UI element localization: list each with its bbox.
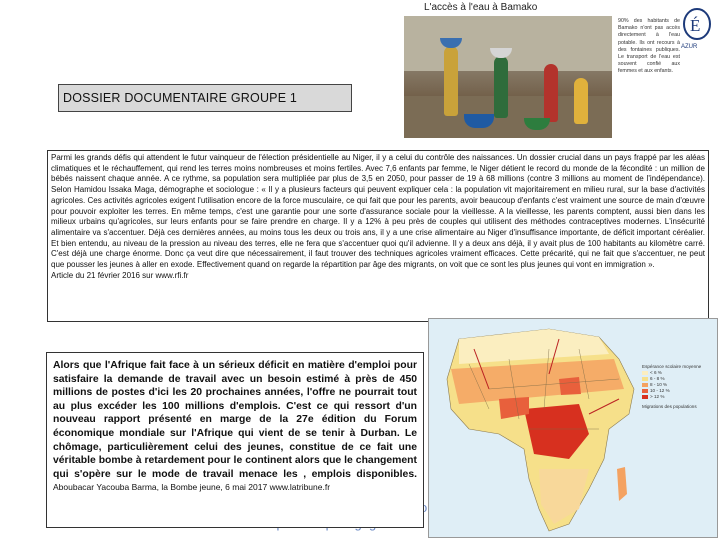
article-emploi — [46, 352, 424, 528]
article-niger — [47, 150, 709, 322]
legend-item-5: > 12 % — [650, 394, 665, 399]
legend-item-3: 8 - 10 % — [650, 382, 668, 387]
legend-item-1: < 6 % — [650, 370, 662, 375]
article-niger-body: Parmi les grands défis qui attendent le futur vainqueur de l'élection présidentielle au Niger, il y a celui du contrôle des naissances. Un dossier crucial dans un pays frappé par les aléas climatiques et le réchauffement, qui rend les terres moins nombreuses et moins fertiles. Avec 7,6 enfants par femme, le Niger détient le record du monde de la fécondité : un million de bébés naissent chaque année. A ce rythme, sa population sera multipliée par plus de 3,5 en 2050, pour passer de 19 à 68 millions (contre 3 millions au moment de l'indépendance). Selon Hamidou Issaka Maga, démographe et sociologue : « Il y a plusieurs facteurs qui peuvent expliquer cela : la population vit majoritairement en milieu rural, sur la base d'activités agricoles. Ces activités agricoles exigent l'utilisation encore de la force musculaire, ce qui fait que pour les parents, avoir beaucoup d'enfants c'est vraiment une source de main d'œuvre pour pouvoir exploiter les terres. En même temps, c'est une garantie pour une sorte d'assurance sociale pour la vieillesse. A la vieillesse, les parents comptent, aussi bien dans les milieux urbains qu'agricoles, sur leurs enfants pour se faire prendre en charge. Il y a 12% à peu près de couples qui utilisent des méthodes contraceptives modernes. L'insécurité alimentaire va s'accentuer. Déjà ces dernières années, au moins tous les deux ou trois ans, il y a une crise alimentaire au Niger d'insuffisance importante, de déficit important céréalier. Et bien entendu, au niveau de la pression au niveau des terres, elle ne fera que s'accentuer quoi qu'il advienne. Il y a deux ans déjà, il y avait plus de 100 habitants au kilomètre carré. C'est déjà une charge énorme. Donc ça veut dire que nécessairement, il faut trouver des techniques agricoles vraiment efficaces. Cette précarité, qui ne fait que s'accentuer, ne peut que pousser les jeunes à aller en exode. Effectivement quand on regarde la répartition par âge des migrants, on voit que ce sont les plus jeunes qui vont en immigration ». — [51, 153, 705, 270]
map-legend-title: Espérance scolaire moyenne — [642, 364, 702, 369]
legend-item-2: 6 - 8 % — [650, 376, 665, 381]
map-legend-note: Migrations des populations — [642, 404, 697, 409]
article-emploi-source: Aboubacar Yacouba Barma, la Bombe jeune, 6 mai 2017 www.latribune.fr — [53, 482, 331, 493]
article-niger-source: Article du 21 février 2016 sur www.rfi.fr — [51, 270, 189, 280]
eduscol-logo — [681, 8, 711, 50]
africa-map-card — [428, 318, 718, 538]
africa-map — [429, 319, 718, 538]
legend-item-4: 10 - 12 % — [650, 388, 670, 393]
map-legend — [642, 364, 716, 410]
svg-text:É: É — [690, 16, 701, 35]
photo-caption-title: L'accès à l'eau à Bamako — [424, 2, 538, 13]
dossier-title-box — [58, 84, 352, 112]
logo-sub-text: AZUR — [681, 44, 698, 50]
photo-card — [400, 0, 718, 140]
article-emploi-body: Alors que l'Afrique fait face à un sérieux déficit en matière d'emploi pour satisfaire la demande de travail avec un besoin estimé à près de 450 millions de postes d'ici les 20 prochaines années, l'offre ne pourrait tout au plus excéder les 100 millions d'emplois. C'est ce qui ressort d'un nouveau rapport présenté en marge de la 27e édition du Forum économique mondiale sur l'Afrique qui vient de se tenir à Durban. Le chômage, particulièrement celui des jeunes, constitue de ce fait une véritable bombe à retardement pour le continent alors que le changement qui s'opère sur le mode de travail menace les , emplois disponibles. — [53, 360, 417, 480]
photo-side-text: 90% des habitants de Bamako n'ont pas accès directement à l'eau potable. Ils ont recours à des fontaines publiques. Le transport de l'eau est souvent confié aux femmes et aux enfants. — [618, 18, 680, 75]
logo-mark-icon — [683, 8, 711, 42]
bamako-water-photo — [404, 16, 612, 138]
dossier-title: DOSSIER DOCUMENTAIRE GROUPE 1 — [63, 91, 298, 105]
